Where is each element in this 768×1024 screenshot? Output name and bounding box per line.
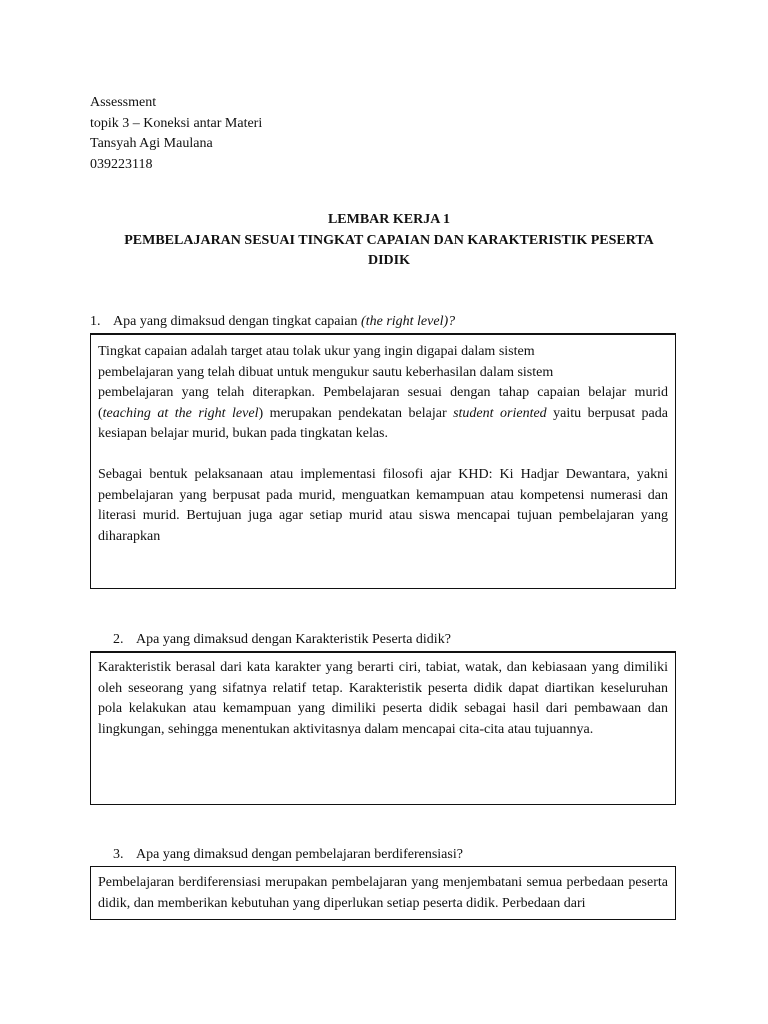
answer-2-paragraph: Karakteristik berasal dari kata karakter yang berarti ciri, tabiat, watak, dan kebiasaan yang dimiliki oleh seseorang yang sifatnya relatif tetap. Karakteristik peserta didik dapat diartikan keseluruhan pola kelakukan atau kemampuan yang dimiliki peserta didik sebagai hasil dari pembawaan dan lingkungan, sehingga menentukan aktivitasnya dalam mencapai cita-cita atau tujuannya. [98,660,668,737]
question-1 [90,313,455,331]
question-3-text: Apa yang dimaksud dengan pembelajaran berdiferensiasi? [136,847,463,862]
answer-1-text-b: ) merupakan pendekatan belajar [258,405,454,421]
question-1-number: 1. [90,314,101,329]
answer-1-paragraph-1 [98,383,668,445]
question-2-text: Apa yang dimaksud dengan Karakteristik Peserta didik? [136,632,451,647]
answer-1-line-1: Tingkat capaian adalah target atau tolak ukur yang ingin digapai dalam sistem [98,344,535,359]
header-topic: topik 3 – Koneksi antar Materi [90,115,263,131]
header-assessment: Assessment [90,95,157,110]
answer-3-paragraph: Pembelajaran berdiferensiasi merupakan pembelajaran yang menjembatani semua perbedaan peserta didik, dan memberikan kebutuhan yang diperlukan setiap peserta didik. Perbedaan dari [98,875,668,911]
paragraph-gap [98,445,668,466]
answer-1-italic-b: student oriented [453,405,547,421]
answer-box-3 [90,866,676,920]
title-line-3: DIDIK [367,253,410,268]
document-header [90,93,262,175]
question-3 [113,846,463,864]
header-author-id: 039223118 [90,156,153,172]
answer-box-1 [90,333,676,589]
question-2 [113,631,451,649]
answer-1-text-a: pembelajaran yang telah diterapkan. Pembelajaran sesuai dengan tahap capaian belajar murid ( [98,385,668,421]
question-1-italic-text: (the right level)? [361,314,456,329]
header-author-name: Tansyah Agi Maulana [90,136,213,151]
answer-1-paragraph-2: Sebagai bentuk pelaksanaan atau implementasi filosofi ajar KHD: Ki Hadjar Dewantara, yakni pembelajaran yang berpusat pada murid, menguatkan kemampuan atau kompetensi numerasi dan literasi murid. Bertujuan juga agar setiap murid atau siswa mencapai tujuan pembelajaran yang diharapkan [98,467,668,544]
answer-1-line-2: pembelajaran yang telah dibuat untuk mengukur sautu keberhasilan dalam sistem [98,364,554,380]
title-line-1: LEMBAR KERJA 1 [327,212,451,227]
answer-box-2 [90,651,676,805]
answer-1-italic-a: teaching at the right level [102,405,259,421]
answer-1-text-c: yaitu berpusat pada kesiapan belajar murid, bukan pada tingkatan kelas. [98,405,668,441]
document-title [90,210,688,272]
question-2-number: 2. [113,632,124,647]
title-line-2: PEMBELAJARAN SESUAI TINGKAT CAPAIAN DAN KARAKTERISTIK PESERTA [124,232,654,248]
question-1-text: Apa yang dimaksud dengan tingkat capaian [113,314,362,329]
question-3-number: 3. [113,847,124,862]
